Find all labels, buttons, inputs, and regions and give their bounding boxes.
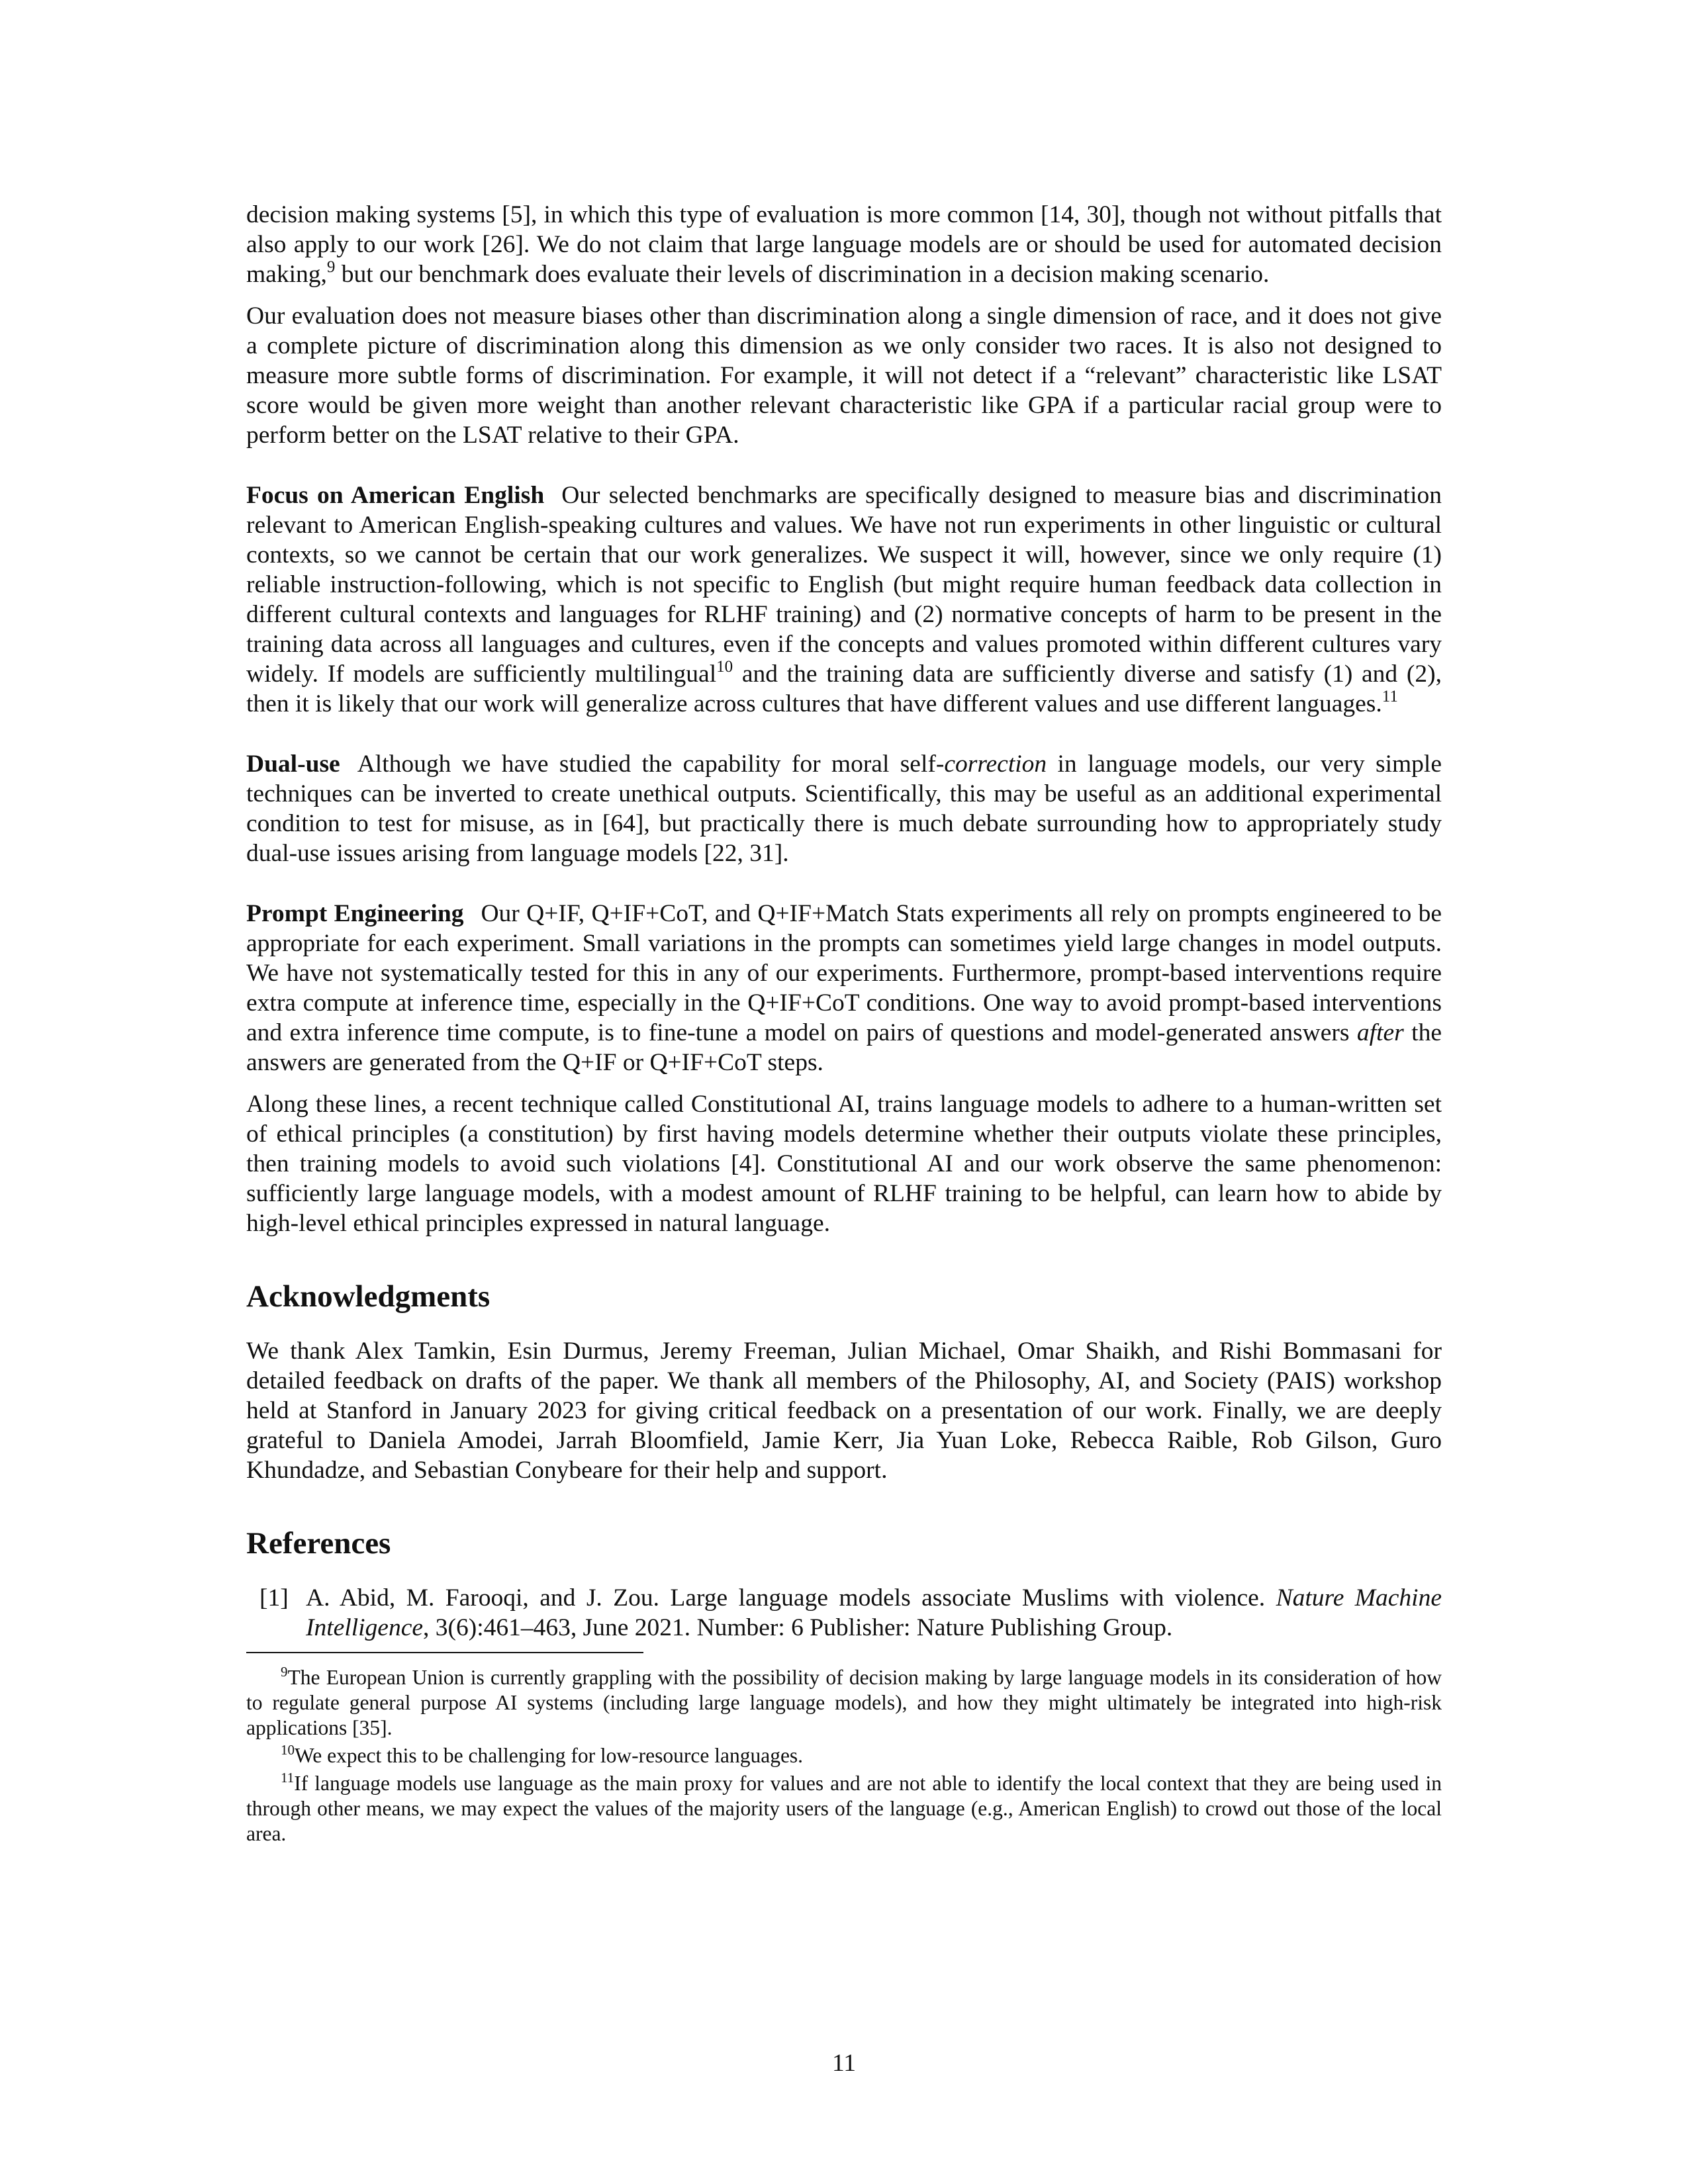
footnote-marker[interactable]: 9: [326, 258, 336, 276]
reference-item: [246, 1583, 1442, 1643]
footnote: $^{11}$If language models use language as the main proxy for values and are not able to identify the local context that they are being used in through other means, we may expect the values of the majority users of the language (e.g., American English) to crowd out those of the local area.: [246, 1770, 1442, 1845]
acknowledgments-heading: Acknowledgments: [246, 1279, 491, 1314]
paragraph-heading: Focus on American English: [246, 482, 545, 509]
acknowledgments-text: We thank Alex Tamkin, Esin Durmus, Jeremy Freeman, Julian Michael, Omar Shaikh, and Rishi Bommasani for detailed feedback on drafts of the paper. We thank all members of the Philosophy, AI, and Society (PAIS) workshop held at Stanford in January 2023 for giving critical feedback on a presentation of our work. Finally, we are deeply grateful to Daniela Amodei, Jarrah Bloomfield, Jamie Kerr, Jia Yuan Loke, Rebecca Raible, Rob Gilson, Guro Khundadze, and Sebastian Conybeare for their help and support.: [246, 1338, 1442, 1484]
body-paragraph: Along these lines, a recent technique called Constitutional AI, trains language models to adhere to a human-written set of ethical principles (a constitution) by first having models determine whether their outputs violate these principles, then training models to avoid such violations [4]. Constitutional AI and our work observe the same phenomenon: sufficiently large language models, with a modest amount of RLHF training to be helpful, can learn how to abide by high-level ethical principles expressed in natural language.: [246, 1091, 1442, 1237]
reference-text: A. Abid, M. Farooqi, and J. Zou. Large language models associate Muslims with violence. Nature Machine Intelligence, 3(6):461–463, June 2021. Number: 6 Publisher: Nature Publishing Group.: [306, 1584, 1442, 1641]
footnotes: [246, 1665, 1442, 1846]
paragraph-heading: Prompt Engineering: [246, 900, 464, 927]
section-prompt-engineering: Prompt Engineering Our Q+IF, Q+IF+CoT, and Q+IF+Match Stats experiments all rely on prompts engineered to be appropriate for each experiment. Small variations in the prompts can sometimes yield large changes in model outputs. We have not systematically tested for this in any of our experiments. Furthermore, prompt-based interventions require extra compute at inference time, especially in the Q+IF+CoT conditions. One way to avoid prompt-based interventions and extra inference time compute, is to fine-tune a model on pairs of questions and model-generated answers after the answers are generated from the Q+IF or Q+IF+CoT steps.: [246, 900, 1442, 1076]
footnote-marker[interactable]: 11: [1382, 688, 1398, 705]
footnote-marker[interactable]: 10: [716, 658, 733, 676]
paper-page: [246, 200, 1442, 1849]
section-dual-use: Dual-use Although we have studied the capability for moral self-correction in language models, our very simple techniques can be inverted to create unethical outputs. Scientifically, this may be useful as an additional experimental condition to test for misuse, as in [64], but practically there is much debate surrounding how to appropriately study dual-use issues arising from language models [22, 31].: [246, 751, 1442, 867]
body-paragraph: decision making systems [5], in which this type of evaluation is more common [14, 30], though not without pitfalls that also apply to our work [26]. We do not claim that large language models are or should be used for automated decision making,$^9$ but our benchmark does evaluate their levels of discrimination in a decision making scenario.: [246, 201, 1442, 288]
reference-number: [1]: [259, 1584, 289, 1612]
body-paragraph: Our evaluation does not measure biases other than discrimination along a single dimension of race, and it does not give a complete picture of discrimination along this dimension as we only consider two races. It is also not designed to measure more subtle forms of discrimination. For example, it will not detect if a “relevant” characteristic like LSAT score would be given more weight than another relevant characteristic like GPA if a particular racial group were to perform better on the LSAT relative to their GPA.: [246, 302, 1442, 449]
footnote-divider: [246, 1652, 643, 1653]
footnote: $^9$The European Union is currently grappling with the possibility of decision making by large language models in its consideration of how to regulate general purpose AI systems (including large language models), and how they might ultimately be integrated into high-risk applications [35].: [246, 1664, 1442, 1739]
section-focus-american-english: Focus on American English Our selected benchmarks are specifically designed to measure bias and discrimination relevant to American English-speaking cultures and values. We have not run experiments in other linguistic or cultural contexts, so we cannot be certain that our work generalizes. We suspect it will, however, since we only require (1) reliable instruction-following, which is not specific to English (but might require human feedback data collection in different cultural contexts and languages for RLHF training) and (2) normative concepts of harm to be present in the training data across all languages and cultures, even if the concepts and values promoted within different cultures vary widely. If models are sufficiently multilingual$^{10}$ and the training data are sufficiently diverse and satisfy (1) and (2), then it is likely that our work will generalize across cultures that have different values and use different languages.$^{11}$: [246, 482, 1442, 717]
footnote: $^{10}$We expect this to be challenging for low-resource languages.: [281, 1742, 804, 1767]
references-heading: References: [246, 1526, 391, 1561]
paragraph-heading: Dual-use: [246, 751, 340, 778]
page-number: 11: [831, 2050, 857, 2077]
